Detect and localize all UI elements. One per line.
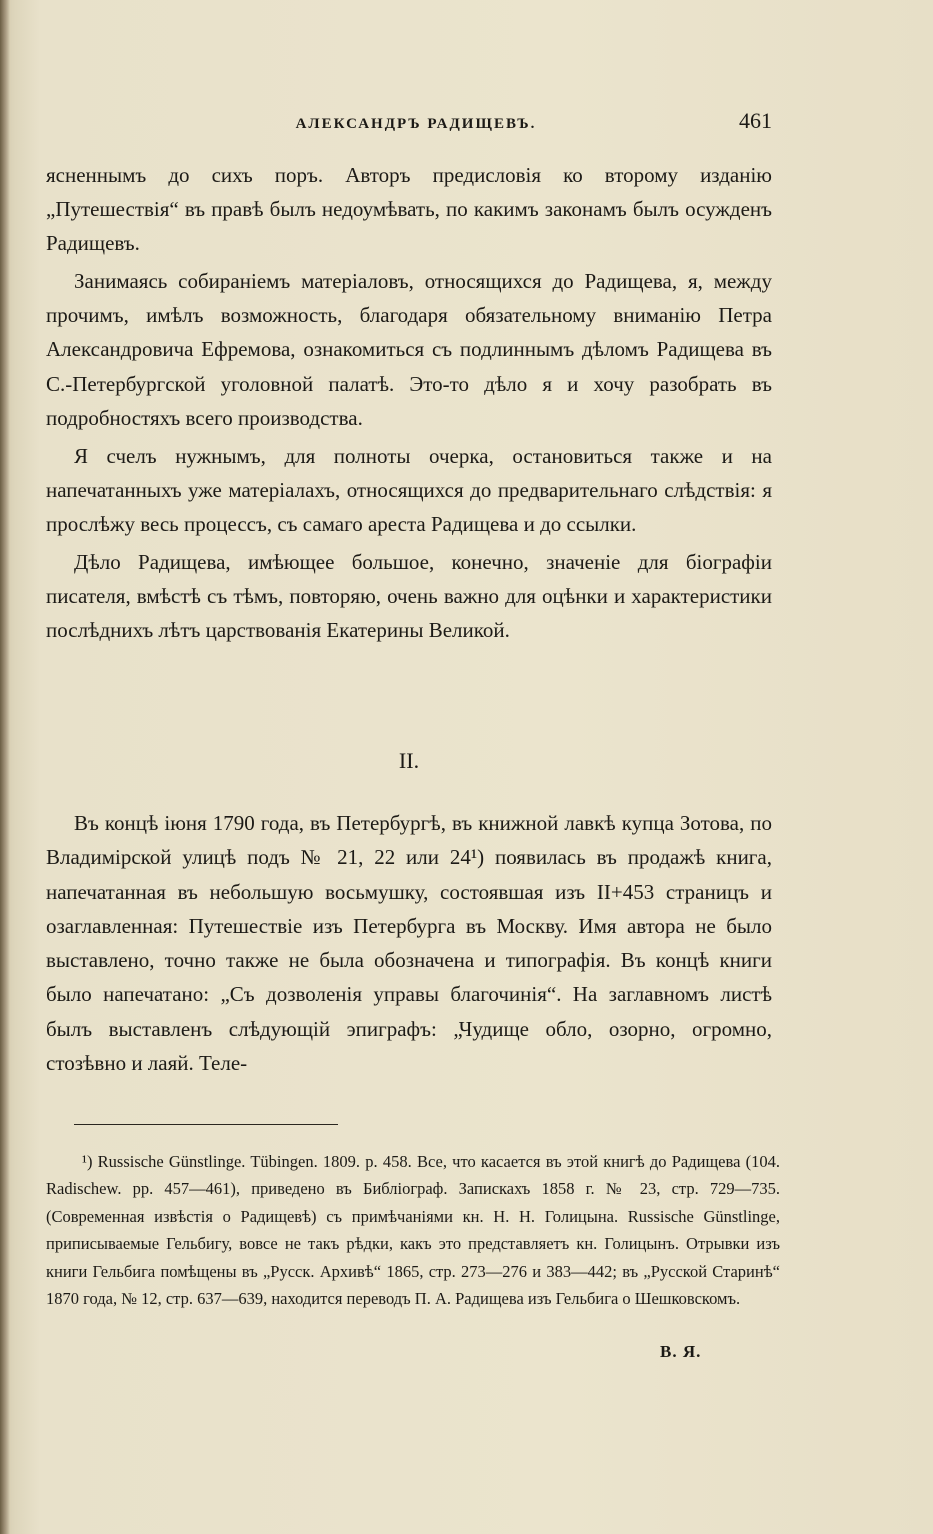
- paragraph: Занимаясь собираніемъ матеріаловъ, относящихся до Радищева, я, между прочимъ, имѣлъ возможность, благодаря обязательному вниманію Петра Александровича Ефремова, ознакомиться съ подлиннымъ дѣломъ Радищева въ С.-Петербургской уголовной палатѣ. Это-то дѣло я и хочу разобрать въ подробностяхъ всего производства.: [46, 269, 772, 430]
- section-body: [46, 806, 772, 1080]
- footnote: [46, 1148, 780, 1312]
- page-spine-shadow: [0, 0, 10, 1534]
- running-head: АЛЕКСАНДРЪ РАДИЩЕВЪ.: [295, 116, 537, 132]
- section-heading: II.: [398, 748, 420, 773]
- body-text: [46, 158, 772, 651]
- paragraph: Въ концѣ іюня 1790 года, въ Петербургѣ, въ книжной лавкѣ купца Зотова, по Владимірской улицѣ подъ № 21, 22 или 24¹) появилась въ продажѣ книга, напечатанная въ небольшую восьмушку, состоявшая изъ II+453 страницъ и озаглавленная: Путешествіе изъ Петербурга въ Москву. Имя автора не было выставлено, точно также не была обозначена и типографія. Въ концѣ книги было напечатано: „Съ дозволенія управы благочинія“. На заглавномъ листѣ былъ выставленъ слѣдующій эпиграфъ: „Чудище обло, озорно, огромно, стозѣвно и лаяй. Теле-: [46, 811, 772, 1076]
- footnote-signature: В. Я.: [660, 1342, 702, 1361]
- paragraph: ясненнымъ до сихъ поръ. Авторъ предисловія ко второму изданію „Путешествія“ въ правѣ былъ недоумѣвать, по какимъ законамъ былъ осужденъ Радищевъ.: [46, 163, 772, 256]
- page-header: [60, 104, 772, 144]
- footnote-text: ¹) Russische Günstlinge. Tübingen. 1809. p. 458. Все, что касается въ этой книгѣ до Радищева (104. Radischew. pp. 457—461), приведено въ Библіограф. Запискахъ 1858 г. № 23, стр. 729—735. (Современная извѣстія о Радищевѣ) съ примѣчаніями кн. Н. Н. Голицына. Russische Günstlinge, приписываемые Гельбигу, вовсе не такъ рѣдки, какъ это представляетъ кн. Голицынъ. Отрывки изъ книги Гельбига помѣщены въ „Русск. Архивѣ“ 1865, стр. 273—276 и 383—442; въ „Русской Старинѣ“ 1870 года, № 12, стр. 637—639, находится переводъ П. А. Радищева изъ Гельбига о Шешковскомъ.: [46, 1152, 780, 1309]
- footnote-divider: [74, 1124, 338, 1125]
- paragraph: Я счелъ нужнымъ, для полноты очерка, остановиться также и на напечатанныхъ уже матеріалахъ, относящихся до предварительнаго слѣдствія: я прослѣжу весь процессъ, съ самаго ареста Радищева и до ссылки.: [46, 443, 772, 536]
- page-number: 461: [739, 108, 772, 133]
- paragraph: Дѣло Радищева, имѣющее большое, конечно, значеніе для біографіи писателя, вмѣстѣ съ тѣмъ, повторяю, очень важно для оцѣнки и характеристики послѣднихъ лѣтъ царствованія Екатерины Великой.: [46, 550, 772, 643]
